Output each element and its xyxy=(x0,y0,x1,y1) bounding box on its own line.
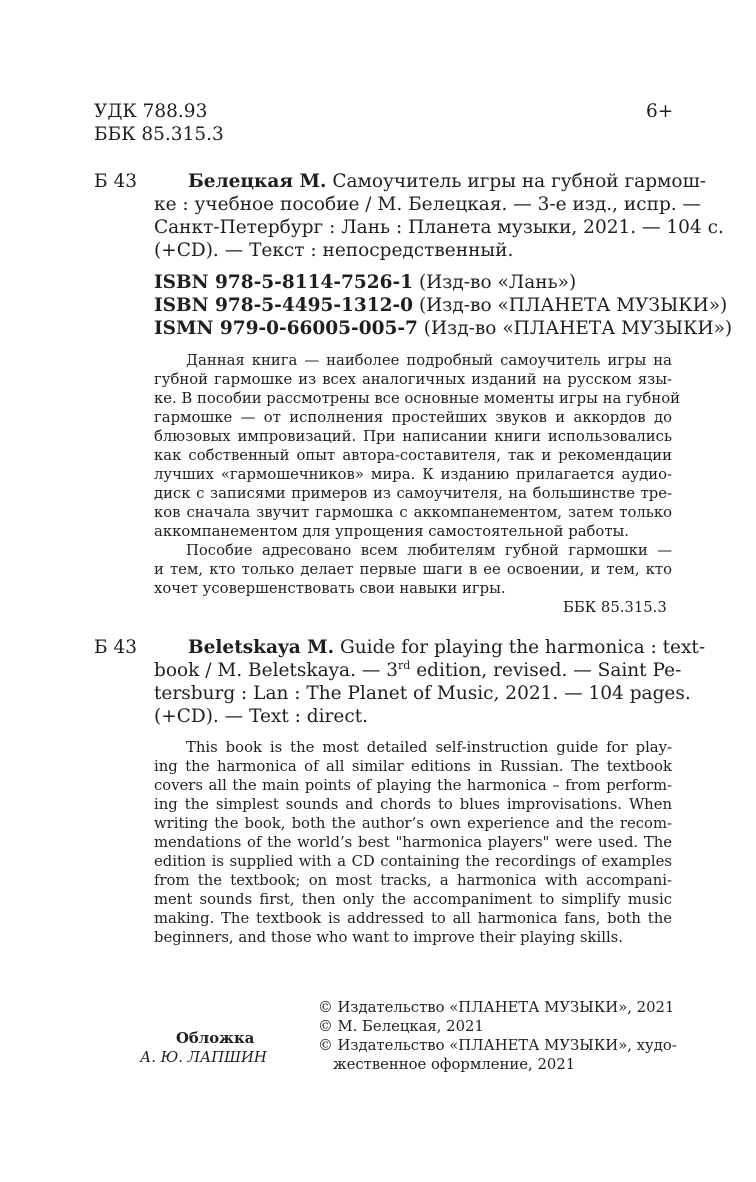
en-abstract-line: edition is supplied with a CD containing the recordings of examples xyxy=(154,853,672,870)
ru-index: Б 43 xyxy=(94,171,138,192)
bbk-footer: ББК 85.315.3 xyxy=(563,599,667,616)
ru-abstract-line: лучших «гармошечников» мира. К изданию прилагается аудио- xyxy=(154,466,672,483)
ru-abstract-line: гармошке — от исполнения простейших звуков и аккордов до xyxy=(154,409,672,426)
ru-abstract-line: диск с записями примеров из самоучителя, на большинстве тре- xyxy=(154,485,672,502)
age-rating: 6+ xyxy=(646,101,674,122)
ismn-line: ISMN 979-0-66005-005-7 (Изд-во «ПЛАНЕТА МУЗЫКИ») xyxy=(154,318,733,339)
ru-abstract-line: блюзовых импровизаций. При написании книги использовались xyxy=(154,428,672,445)
ru-abstract xyxy=(154,351,680,598)
cover-artist: А. Ю. ЛАПШИН xyxy=(140,1049,267,1066)
udk-code: УДК 788.93 xyxy=(94,101,208,122)
en-abstract-line: mendations of the world’s best "harmonica players" were used. The xyxy=(154,834,672,851)
en-abstract-line: ing the simplest sounds and chords to blues improvisations. When xyxy=(154,796,672,813)
ru-entry-line-1: Белецкая М. Самоучитель игры на губной гармош- xyxy=(188,171,707,192)
en-abstract-line: from the textbook; on most tracks, a harmonica with accompani- xyxy=(154,872,672,889)
ru-abstract-line: Данная книга — наиболее подробный самоучитель игры на xyxy=(186,352,672,369)
copyright-line: © Издательство «ПЛАНЕТА МУЗЫКИ», худо- xyxy=(318,1037,677,1054)
en-abstract-line: covers all the main points of playing the harmonica – from perform- xyxy=(154,777,672,794)
copyright-line: © Издательство «ПЛАНЕТА МУЗЫКИ», 2021 xyxy=(318,999,675,1016)
en-entry-line-2: book / M. Beletskaya. — 3rd edition, revised. — Saint Pe- xyxy=(154,658,682,681)
ru-audience-line: хочет усовершенствовать свои навыки игры. xyxy=(154,580,506,597)
ru-entry-line-3: Санкт-Петербург : Лань : Планета музыки, 2021. — 104 с. xyxy=(154,217,724,238)
en-abstract-line: ment sounds first, then only the accompaniment to simplify music xyxy=(154,891,672,908)
en-entry-line-1: Beletskaya M. Guide for playing the harmonica : text- xyxy=(188,637,706,658)
en-abstract-line: beginners, and those who want to improve their playing skills. xyxy=(154,929,623,946)
isbn-line-2: ISBN 978-5-4495-1312-0 (Изд-во «ПЛАНЕТА МУЗЫКИ») xyxy=(154,295,728,316)
copyright-block xyxy=(318,998,677,1074)
ru-abstract-line: как собственный опыт автора-составителя, так и рекомендации xyxy=(154,447,672,464)
ru-entry-line-4: (+CD). — Текст : непосредственный. xyxy=(154,240,514,261)
ru-abstract-line: ков сначала звучит гармошка с аккомпанементом, затем только xyxy=(154,504,672,521)
cover-label: Обложка xyxy=(176,1030,255,1047)
ru-audience-line: и тем, кто только делает первые шаги в ее освоении, и тем, кто xyxy=(154,561,672,578)
copyright-line: жественное оформление, 2021 xyxy=(333,1056,576,1073)
en-entry-line-3: tersburg : Lan : The Planet of Music, 2021. — 104 pages. xyxy=(154,683,691,704)
en-abstract xyxy=(154,738,672,947)
ru-abstract-line: ке. В пособии рассмотрены все основные моменты игры на губной xyxy=(154,390,680,407)
en-abstract-line: ing the harmonica of all similar editions in Russian. The textbook xyxy=(154,758,672,775)
en-entry-line-4: (+CD). — Text : direct. xyxy=(154,706,369,727)
ru-audience-line: Пособие адресовано всем любителям губной гармошки — xyxy=(186,542,672,559)
en-bibliographic-entry xyxy=(154,636,706,728)
ru-abstract-line: губной гармошке из всех аналогичных изданий на русском язы- xyxy=(154,371,672,388)
bbk-code: ББК 85.315.3 xyxy=(94,124,224,145)
ru-entry-line-2: ке : учебное пособие / М. Белецкая. — 3-е изд., испр. — xyxy=(154,194,702,215)
isbn-line-1: ISBN 978-5-8114-7526-1 (Изд-во «Лань») xyxy=(154,272,577,293)
ru-bibliographic-entry xyxy=(154,170,724,262)
en-abstract-line: This book is the most detailed self-instruction guide for play- xyxy=(186,739,672,756)
en-abstract-line: making. The textbook is addressed to all harmonica fans, both the xyxy=(154,910,672,927)
ru-abstract-line: аккомпанементом для упрощения самостоятельной работы. xyxy=(154,523,630,540)
isbn-list xyxy=(154,271,732,340)
copyright-line: © М. Белецкая, 2021 xyxy=(318,1018,484,1035)
en-index: Б 43 xyxy=(94,637,138,658)
ru-author: Белецкая М. xyxy=(188,171,327,192)
en-abstract-line: writing the book, both the author’s own experience and the recom- xyxy=(154,815,672,832)
en-author: Beletskaya M. xyxy=(188,637,335,658)
